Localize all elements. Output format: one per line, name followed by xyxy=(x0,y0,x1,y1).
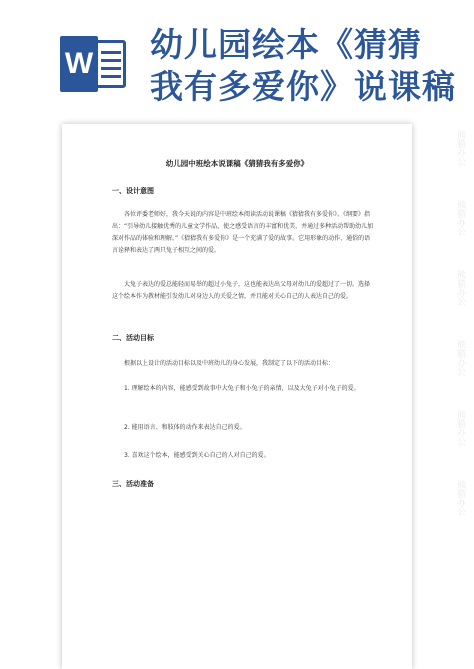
banner-title-line-2: 我有多爱你》说课稿 xyxy=(150,67,456,106)
list-item: 1. 理解绘本的内容，能感受到故事中大兔子和小兔子的亲情，以及大兔子对小兔子的爱。 xyxy=(124,385,360,392)
watermark-text: 熊猫办公 xyxy=(455,480,465,516)
paragraph: 根据以上设计的活动目标以及中班幼儿的身心发展，我制定了以下的活动目标： xyxy=(124,360,335,367)
watermark-text: 熊猫办公 xyxy=(455,340,465,376)
word-icon-line xyxy=(101,59,121,62)
word-icon-line xyxy=(101,75,121,78)
watermark-text: 熊猫办公 xyxy=(455,200,465,236)
list-item: 2. 能用语言、和肢体的动作来表达自己的爱。 xyxy=(124,424,246,431)
watermark-text: 熊猫办公 xyxy=(455,130,465,166)
word-icon-line xyxy=(101,51,121,54)
banner xyxy=(0,0,474,120)
paragraph: 大兔子表达的爱总能轻而易举的超过小兔子，这也能表达出父母对幼儿的爱超过了一切。选择这个绘本作为教材能引发幼儿对身边人的关爱之情，并且能对关心自己的人表达自己的爱。 xyxy=(112,281,371,300)
banner-title-line-1: 幼儿园绘本《猜猜 xyxy=(150,25,422,64)
document-page xyxy=(62,124,412,669)
word-icon-line xyxy=(101,67,121,70)
paragraph: 各位评委老师好，我今天说的内容是中班绘本阅读活动说课稿《猜猜我有多爱你》。《纲要》指出：“引导幼儿接触优秀的儿童文学作品，使之感受语言的丰富和优美，并通过多种活动帮助幼儿加深对作品的体验和理解。”《猜猜我有多爱你》是一个充满了爱的故事。它用形象的动作、通俗的语言诠释和表达了两只兔子相互之间的爱。 xyxy=(112,211,374,254)
word-app-icon xyxy=(60,36,126,92)
banner-title xyxy=(150,24,460,108)
section-heading-design-intent: 一、设计意图 xyxy=(112,187,154,195)
section-heading-activity-preparation: 三、活动准备 xyxy=(112,480,154,488)
document-title: 幼儿园中班绘本说课稿《猜猜我有多爱你》 xyxy=(165,159,309,168)
watermark-text: 熊猫办公 xyxy=(455,410,465,446)
word-icon-letter: W xyxy=(60,36,98,92)
section-heading-activity-goals: 二、活动目标 xyxy=(112,334,154,342)
watermark xyxy=(454,130,474,650)
list-item: 3. 喜欢这个绘本，能感受到关心自己的人对自己的爱。 xyxy=(124,452,270,459)
watermark-text: 熊猫办公 xyxy=(455,270,465,306)
